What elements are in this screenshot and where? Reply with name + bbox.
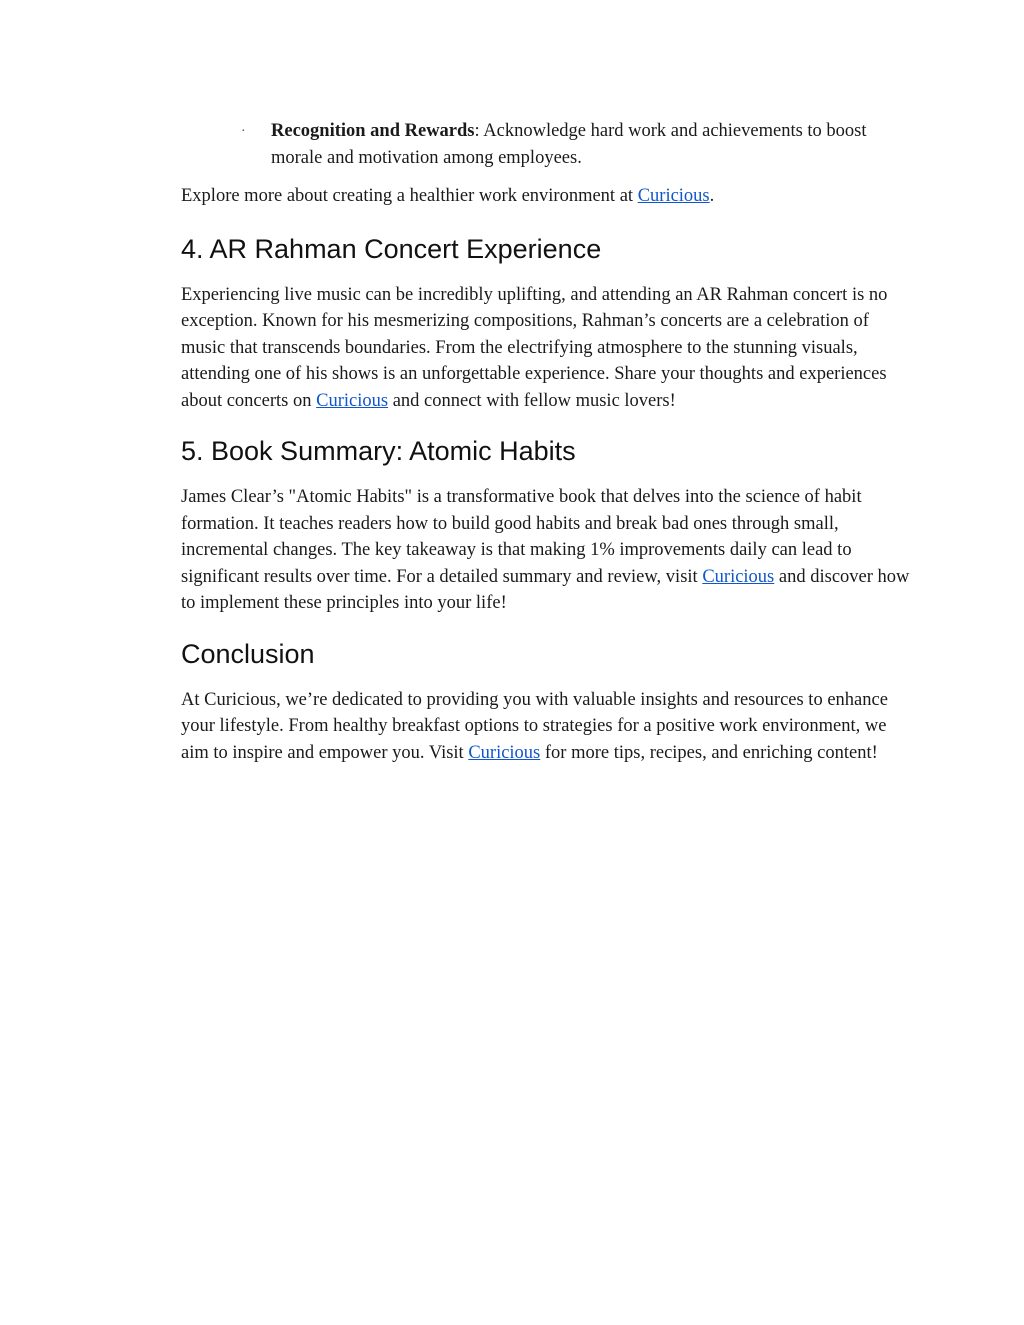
list-item-text xyxy=(271,118,911,172)
section-heading-atomic-habits: 5. Book Summary: Atomic Habits xyxy=(181,436,576,466)
section-text: At Curicious, we’re dedicated to providing you with valuable insights and resources to enhance your lifestyle. From healthy breakfast options to strategies for a positive work environment, we aim to inspire and empower you. Visit xyxy=(181,689,888,763)
section-text-end: and connect with fellow music lovers! xyxy=(388,390,676,411)
document-page xyxy=(181,118,911,786)
section-body-concert xyxy=(181,282,911,415)
bullet-dot: · xyxy=(241,124,246,139)
explore-text: Explore more about creating a healthier work environment at xyxy=(181,186,638,206)
section-heading-concert: 4. AR Rahman Concert Experience xyxy=(181,233,602,264)
section-body-atomic-habits xyxy=(181,484,911,617)
explore-end: . xyxy=(709,186,715,206)
list-item-title: Recognition and Rewards xyxy=(271,121,475,141)
section-text: Experiencing live music can be incredibly uplifting, and attending an AR Rahman concert is no exception. Known for his mesmerizing compositions, Rahman’s concerts are a celebration of music that transcends boundaries. From the electrifying atmosphere to the stunning visuals, attending one of his shows is an unforgettable experience. Share your thoughts and experiences about concerts on xyxy=(181,284,888,411)
curicious-link[interactable]: Curicious xyxy=(316,390,389,411)
section-text-end: for more tips, recipes, and enriching content! xyxy=(540,742,878,763)
section-text: James Clear’s "Atomic Habits" is a transformative book that delves into the science of habit formation. It teaches readers how to build good habits and break bad ones through small, incremental changes. The key takeaway is that making 1% improvements daily can lead to significant results over time. For a detailed summary and review, visit xyxy=(181,487,862,587)
curicious-link[interactable]: Curicious xyxy=(468,742,541,763)
section-text-end: and discover how to implement these principles into your life! xyxy=(181,566,910,613)
list-item-recognition xyxy=(181,118,911,172)
section-heading-conclusion: Conclusion xyxy=(181,638,315,669)
curicious-link[interactable]: Curicious xyxy=(637,186,710,206)
list-item-description: : Acknowledge hard work and achievements to boost morale and motivation among employees. xyxy=(271,121,867,168)
section-body-conclusion xyxy=(181,687,911,767)
explore-paragraph xyxy=(181,183,911,210)
curicious-link[interactable]: Curicious xyxy=(702,566,775,587)
